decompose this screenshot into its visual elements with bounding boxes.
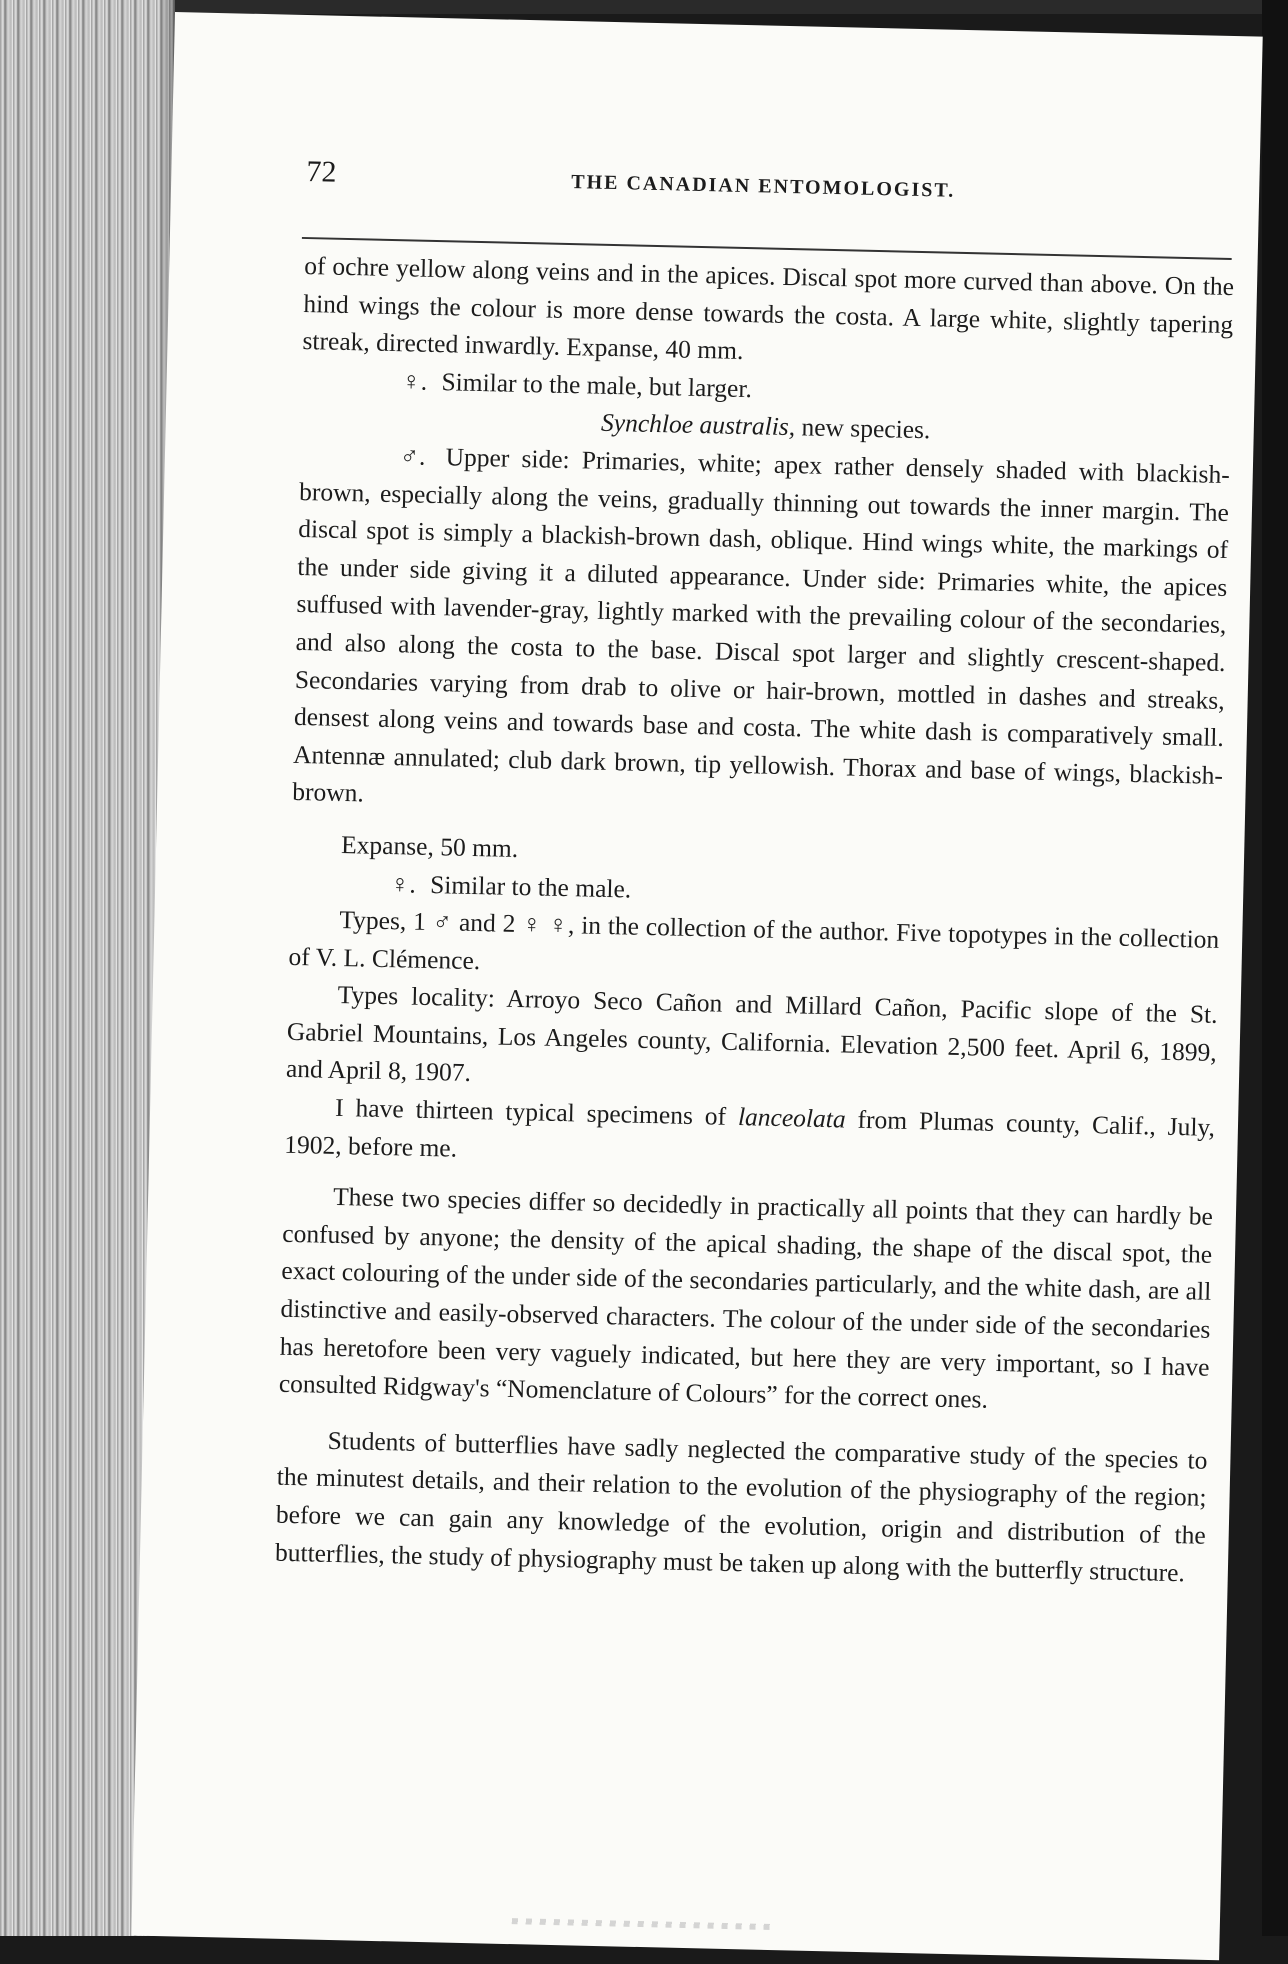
paragraph-species-differ: These two species differ so decidedly in practically all points that they can hardly be confused by anyone; the density of the apical shading, the shape of the discal spot, the exact colouring of the under side of the secondaries particularly, and the white dash, are all distinctive and easily-observed characters. The colour of the under side of the secondaries has heretofore been very vaguely indicated, but here they are very important, so I have consulted Ridgway's “Nomenclature of Colours” for the correct ones. bbox=[278, 1182, 1214, 1415]
body-text bbox=[275, 247, 1235, 1592]
page-number: 72 bbox=[306, 155, 337, 189]
book-page bbox=[131, 12, 1262, 1960]
species-suffix: new species. bbox=[801, 412, 931, 445]
female-symbol: ♀. bbox=[401, 366, 428, 396]
male-description-text: Upper side: Primaries, white; apex rather densely shaded with blackish-brown, especially along the veins, gradually thinning out towards the inner margin. The discal spot is simply a blackish-brown dash, oblique. Hind wings white, the markings of the under side giving it a diluted appearance. Under side: Primaries white, the apices suffused with lavender-gray, lightly marked with the prevailing colour of the secondaries, and also along the costa to the base. Discal spot larger and slightly crescent-shaped. Secondaries varying from drab to olive or hair-brown, mottled in dashes and streaks, densest along veins and towards base and costa. The white dash is comparatively small. Antennæ annulated; club dark brown, tip yellowish. Thorax and base of wings, blackish-brown. bbox=[292, 442, 1231, 808]
paragraph-types: Types, 1 ♂ and 2 ♀ ♀, in the collection of the author. Five topotypes in the collection of V. L. Clémence. bbox=[288, 905, 1220, 975]
species-name: Synchloe australis, bbox=[600, 408, 796, 442]
paragraph-male-description bbox=[292, 435, 1230, 832]
female-similar-text: Similar to the male. bbox=[429, 869, 632, 904]
lanceolata-after: from Plumas county, Calif., July, 1902, before me. bbox=[284, 1104, 1216, 1163]
lanceolata-before: I have thirteen typical specimens of bbox=[334, 1092, 727, 1131]
female-symbol: ♀. bbox=[389, 868, 417, 899]
bleed-through-mark bbox=[512, 1918, 772, 1930]
running-title: THE CANADIAN ENTOMOLOGIST. bbox=[570, 171, 956, 202]
paragraph-students: Students of butterflies have sadly neglected the comparative study of the species to the minutest details, and their relation to the evolution of the physiography of the region; before we can gain any knowledge of the evolution, origin and distribution of the butterflies, the study of physiography must be taken up along with the butterfly structure. bbox=[274, 1425, 1208, 1587]
male-symbol: ♂. bbox=[399, 441, 426, 471]
paragraph-continuation: of ochre yellow along veins and in the apices. Discal spot more curved than above. On the hind wings the colour is more dense towards the costa. A large white, slightly tapering streak, directed inwardly. Expanse, 40 mm. bbox=[302, 251, 1235, 366]
paragraph-expanse: Expanse, 50 mm. bbox=[340, 829, 519, 863]
page-header bbox=[306, 155, 1288, 202]
female-note-text: Similar to the male, but larger. bbox=[441, 366, 753, 403]
scan-right-edge bbox=[1262, 0, 1288, 1936]
paragraph-type-locality: Types locality: Arroyo Seco Cañon and Millard Cañon, Pacific slope of the St. Gabriel Mountains, Los Angeles county, California. Elevation 2,500 feet. April 6, 1899, and April 8, 1907. bbox=[285, 980, 1218, 1088]
lanceolata-italic: lanceolata bbox=[737, 1102, 846, 1134]
